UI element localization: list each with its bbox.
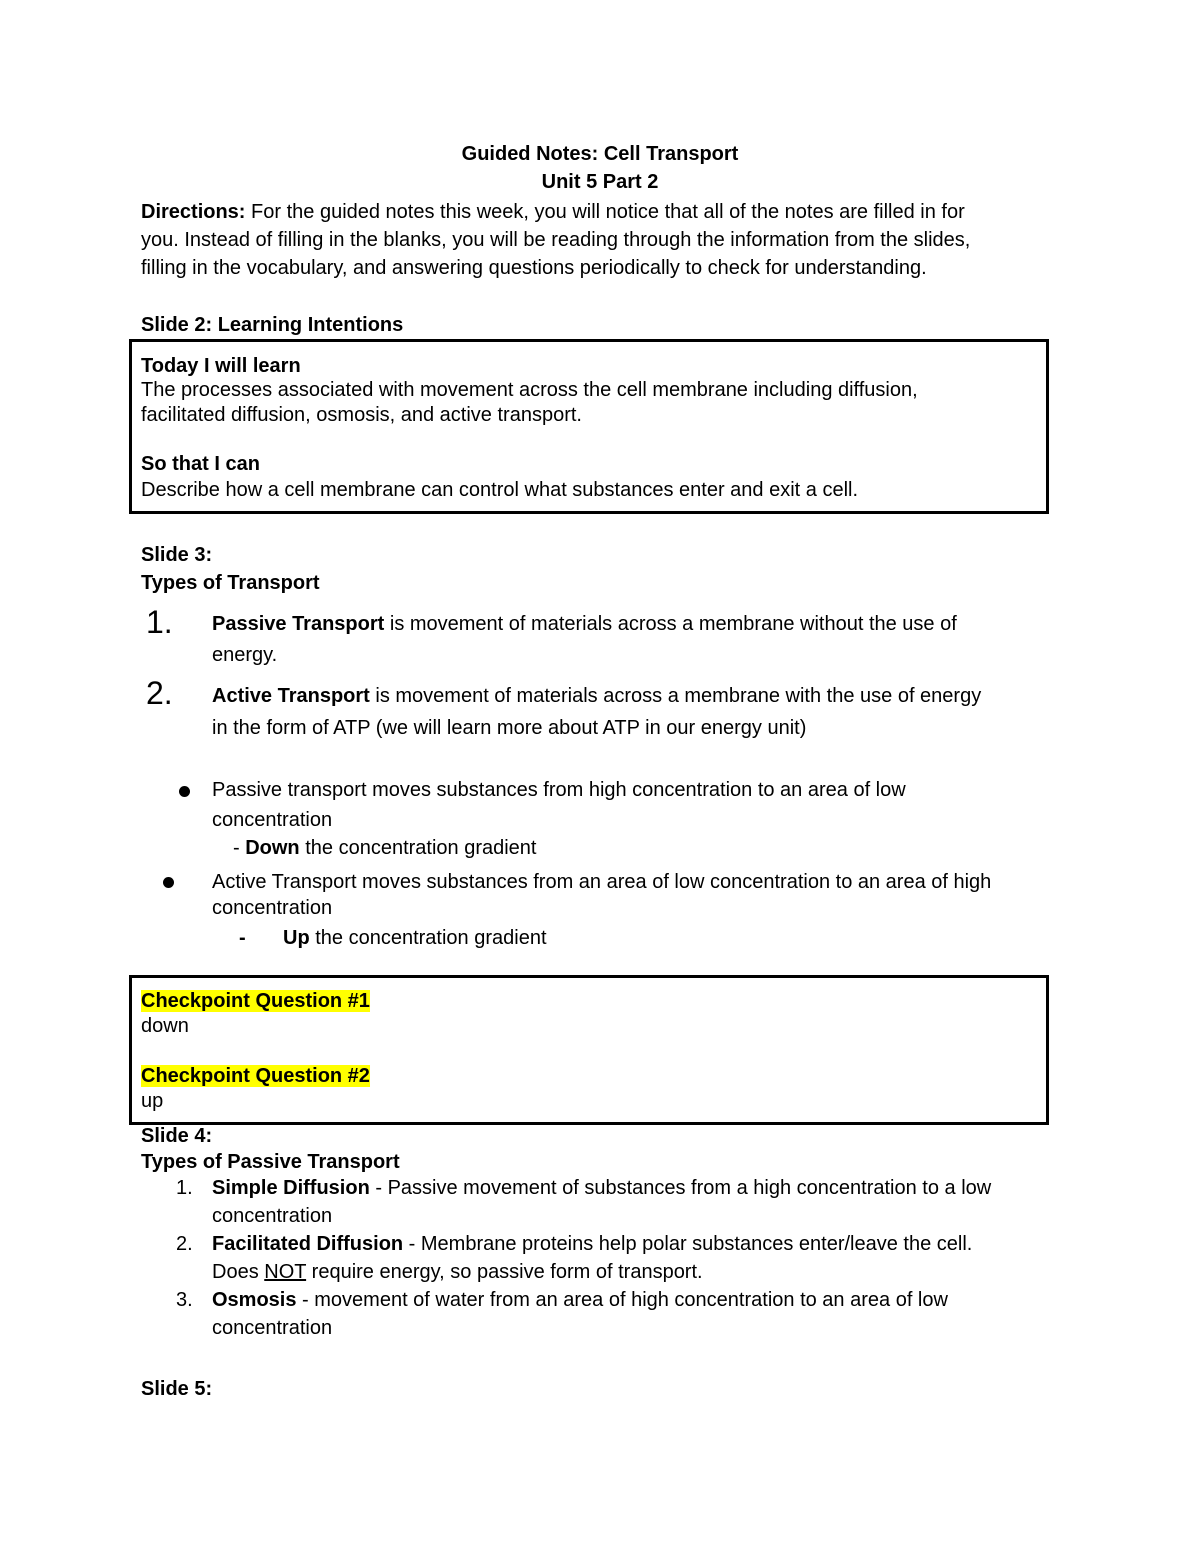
directions-line-3: filling in the vocabulary, and answering questions periodically to check for understanding. — [141, 257, 927, 279]
bullet-item-line-1: Active Transport moves substances from an area of low concentration to an area of high — [212, 871, 992, 893]
slide3-heading: Slide 3: — [141, 544, 213, 566]
page-subtitle: Unit 5 Part 2 — [541, 171, 659, 193]
list-item: Simple Diffusion - Passive movement of substances from a high concentration to a low — [212, 1177, 992, 1199]
list-item-continuation: energy. — [212, 644, 278, 666]
bullet-item-line-2: concentration — [212, 809, 333, 831]
directions-line-1: Directions: For the guided notes this week, you will notice that all of the notes are filled in for — [141, 201, 965, 223]
list-number: 3. — [176, 1289, 193, 1311]
list-item-continuation: in the form of ATP (we will learn more about ATP in our energy unit) — [212, 717, 807, 739]
can-text: Describe how a cell membrane can control what substances enter and exit a cell. — [141, 479, 859, 501]
page-title: Guided Notes: Cell Transport — [461, 143, 739, 165]
bullet-item-line-2: concentration — [212, 897, 333, 919]
slide4-heading: Slide 4: — [141, 1125, 213, 1147]
list-item: Passive Transport is movement of materials across a membrane without the use of — [212, 613, 957, 635]
list-number: 2. — [176, 1233, 193, 1255]
learn-text-line-2: facilitated diffusion, osmosis, and active transport. — [141, 404, 582, 426]
list-item-continuation: Does NOT require energy, so passive form of transport. — [212, 1261, 703, 1283]
list-item: Osmosis - movement of water from an area of high concentration to an area of low — [212, 1289, 948, 1311]
list-number: 1. — [146, 604, 173, 640]
slide5-heading: Slide 5: — [141, 1378, 213, 1400]
checkpoint-question-1-label: Checkpoint Question #1 — [141, 990, 370, 1012]
slide3-subheading: Types of Transport — [141, 572, 320, 594]
slide4-subheading: Types of Passive Transport — [141, 1151, 400, 1173]
list-item: Active Transport is movement of materials across a membrane with the use of energy — [212, 685, 982, 707]
list-item-continuation: concentration — [212, 1205, 333, 1227]
directions-line-2: you. Instead of filling in the blanks, you will be reading through the information from the slides, — [141, 229, 971, 251]
checkpoint-answer-2: up — [141, 1090, 164, 1112]
checkpoint-answer-1: down — [141, 1015, 189, 1037]
today-i-will-learn-label: Today I will learn — [141, 355, 301, 377]
list-item-continuation: concentration — [212, 1317, 333, 1339]
learn-text-line-1: The processes associated with movement across the cell membrane including diffusion, — [141, 379, 918, 401]
bullet-sub-item: - Down the concentration gradient — [233, 837, 537, 859]
so-that-i-can-label: So that I can — [141, 453, 260, 475]
bullet-sub-item: Up the concentration gradient — [283, 927, 547, 949]
directions-label: Directions: — [141, 201, 246, 223]
bullet-icon — [179, 786, 190, 797]
list-number: 2. — [146, 675, 173, 711]
checkpoint-question-2-label: Checkpoint Question #2 — [141, 1065, 370, 1087]
list-item: Facilitated Diffusion - Membrane proteins help polar substances enter/leave the cell. — [212, 1233, 973, 1255]
bullet-sub-dash: - — [239, 927, 246, 949]
slide2-heading: Slide 2: Learning Intentions — [141, 314, 404, 336]
bullet-icon — [163, 877, 174, 888]
list-number: 1. — [176, 1177, 193, 1199]
bullet-item-line-1: Passive transport moves substances from high concentration to an area of low — [212, 779, 906, 801]
